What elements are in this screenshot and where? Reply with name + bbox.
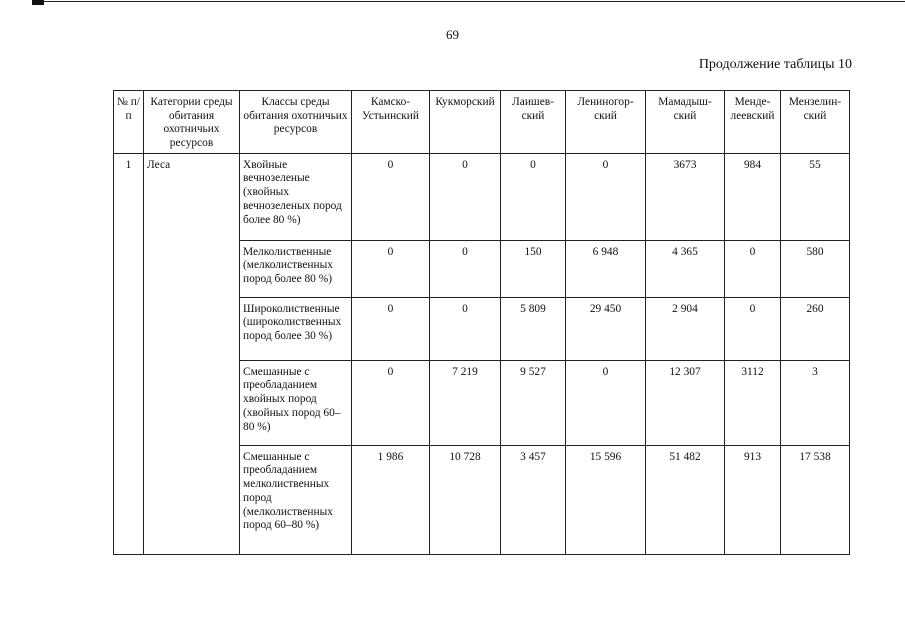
value-cell: 6 948 [566,240,646,297]
habitat-class-cell: Широколиственные (широколиственных пород более 30 %) [240,297,352,360]
value-cell: 150 [501,240,566,297]
header-mamadyshsky: Мамадыш-ский [646,91,725,154]
value-cell: 5 809 [501,297,566,360]
value-cell: 0 [430,240,501,297]
habitat-class-cell: Мелколиственные (мелколиственных пород более 80 %) [240,240,352,297]
value-cell: 984 [725,153,781,240]
habitat-table [113,90,850,555]
value-cell: 0 [352,240,430,297]
header-habitat-class: Классы среды обитания охотничьих ресурсов [240,91,352,154]
scan-corner-mark [32,0,44,5]
table-row [114,153,850,240]
value-cell: 0 [725,297,781,360]
value-cell: 17 538 [781,445,850,554]
header-menzelinsky: Мензелин-ский [781,91,850,154]
value-cell: 580 [781,240,850,297]
table-header-row [114,91,850,154]
header-mendeleevsky: Менде-леевский [725,91,781,154]
value-cell: 29 450 [566,297,646,360]
value-cell: 0 [430,297,501,360]
value-cell: 4 365 [646,240,725,297]
value-cell: 55 [781,153,850,240]
value-cell: 12 307 [646,360,725,445]
value-cell: 0 [566,153,646,240]
header-laishevsky: Лаишев-ский [501,91,566,154]
value-cell: 15 596 [566,445,646,554]
value-cell: 3 [781,360,850,445]
value-cell: 3673 [646,153,725,240]
value-cell: 260 [781,297,850,360]
value-cell: 0 [725,240,781,297]
value-cell: 0 [352,360,430,445]
category-cell: Леса [144,153,240,554]
value-cell: 7 219 [430,360,501,445]
value-cell: 913 [725,445,781,554]
value-cell: 2 904 [646,297,725,360]
header-row-number: № п/п [114,91,144,154]
value-cell: 3112 [725,360,781,445]
value-cell: 0 [352,153,430,240]
value-cell: 10 728 [430,445,501,554]
value-cell: 1 986 [352,445,430,554]
habitat-class-cell: Смешанные с преобладанием хвойных пород (хвойных пород 60–80 %) [240,360,352,445]
row-number-cell: 1 [114,153,144,554]
scan-top-rule [44,1,905,2]
value-cell: 3 457 [501,445,566,554]
value-cell: 0 [430,153,501,240]
page-number: 69 [446,27,459,42]
header-kamsko-ustyinsky: Камско-Устьинский [352,91,430,154]
value-cell: 0 [566,360,646,445]
value-cell: 0 [352,297,430,360]
table-continuation-title: Продолжение таблицы 10 [698,57,852,72]
value-cell: 0 [501,153,566,240]
value-cell: 51 482 [646,445,725,554]
value-cell: 9 527 [501,360,566,445]
habitat-class-cell: Хвойные вечнозеленые (хвойных вечнозеленых пород более 80 %) [240,153,352,240]
header-leninogorsky: Лениногор-ский [566,91,646,154]
header-kukmorsky: Кукморский [430,91,501,154]
header-category: Категории среды обитания охотничьих ресурсов [144,91,240,154]
habitat-class-cell: Смешанные с преобладанием мелколиственных пород (мелколиственных пород 60–80 %) [240,445,352,554]
